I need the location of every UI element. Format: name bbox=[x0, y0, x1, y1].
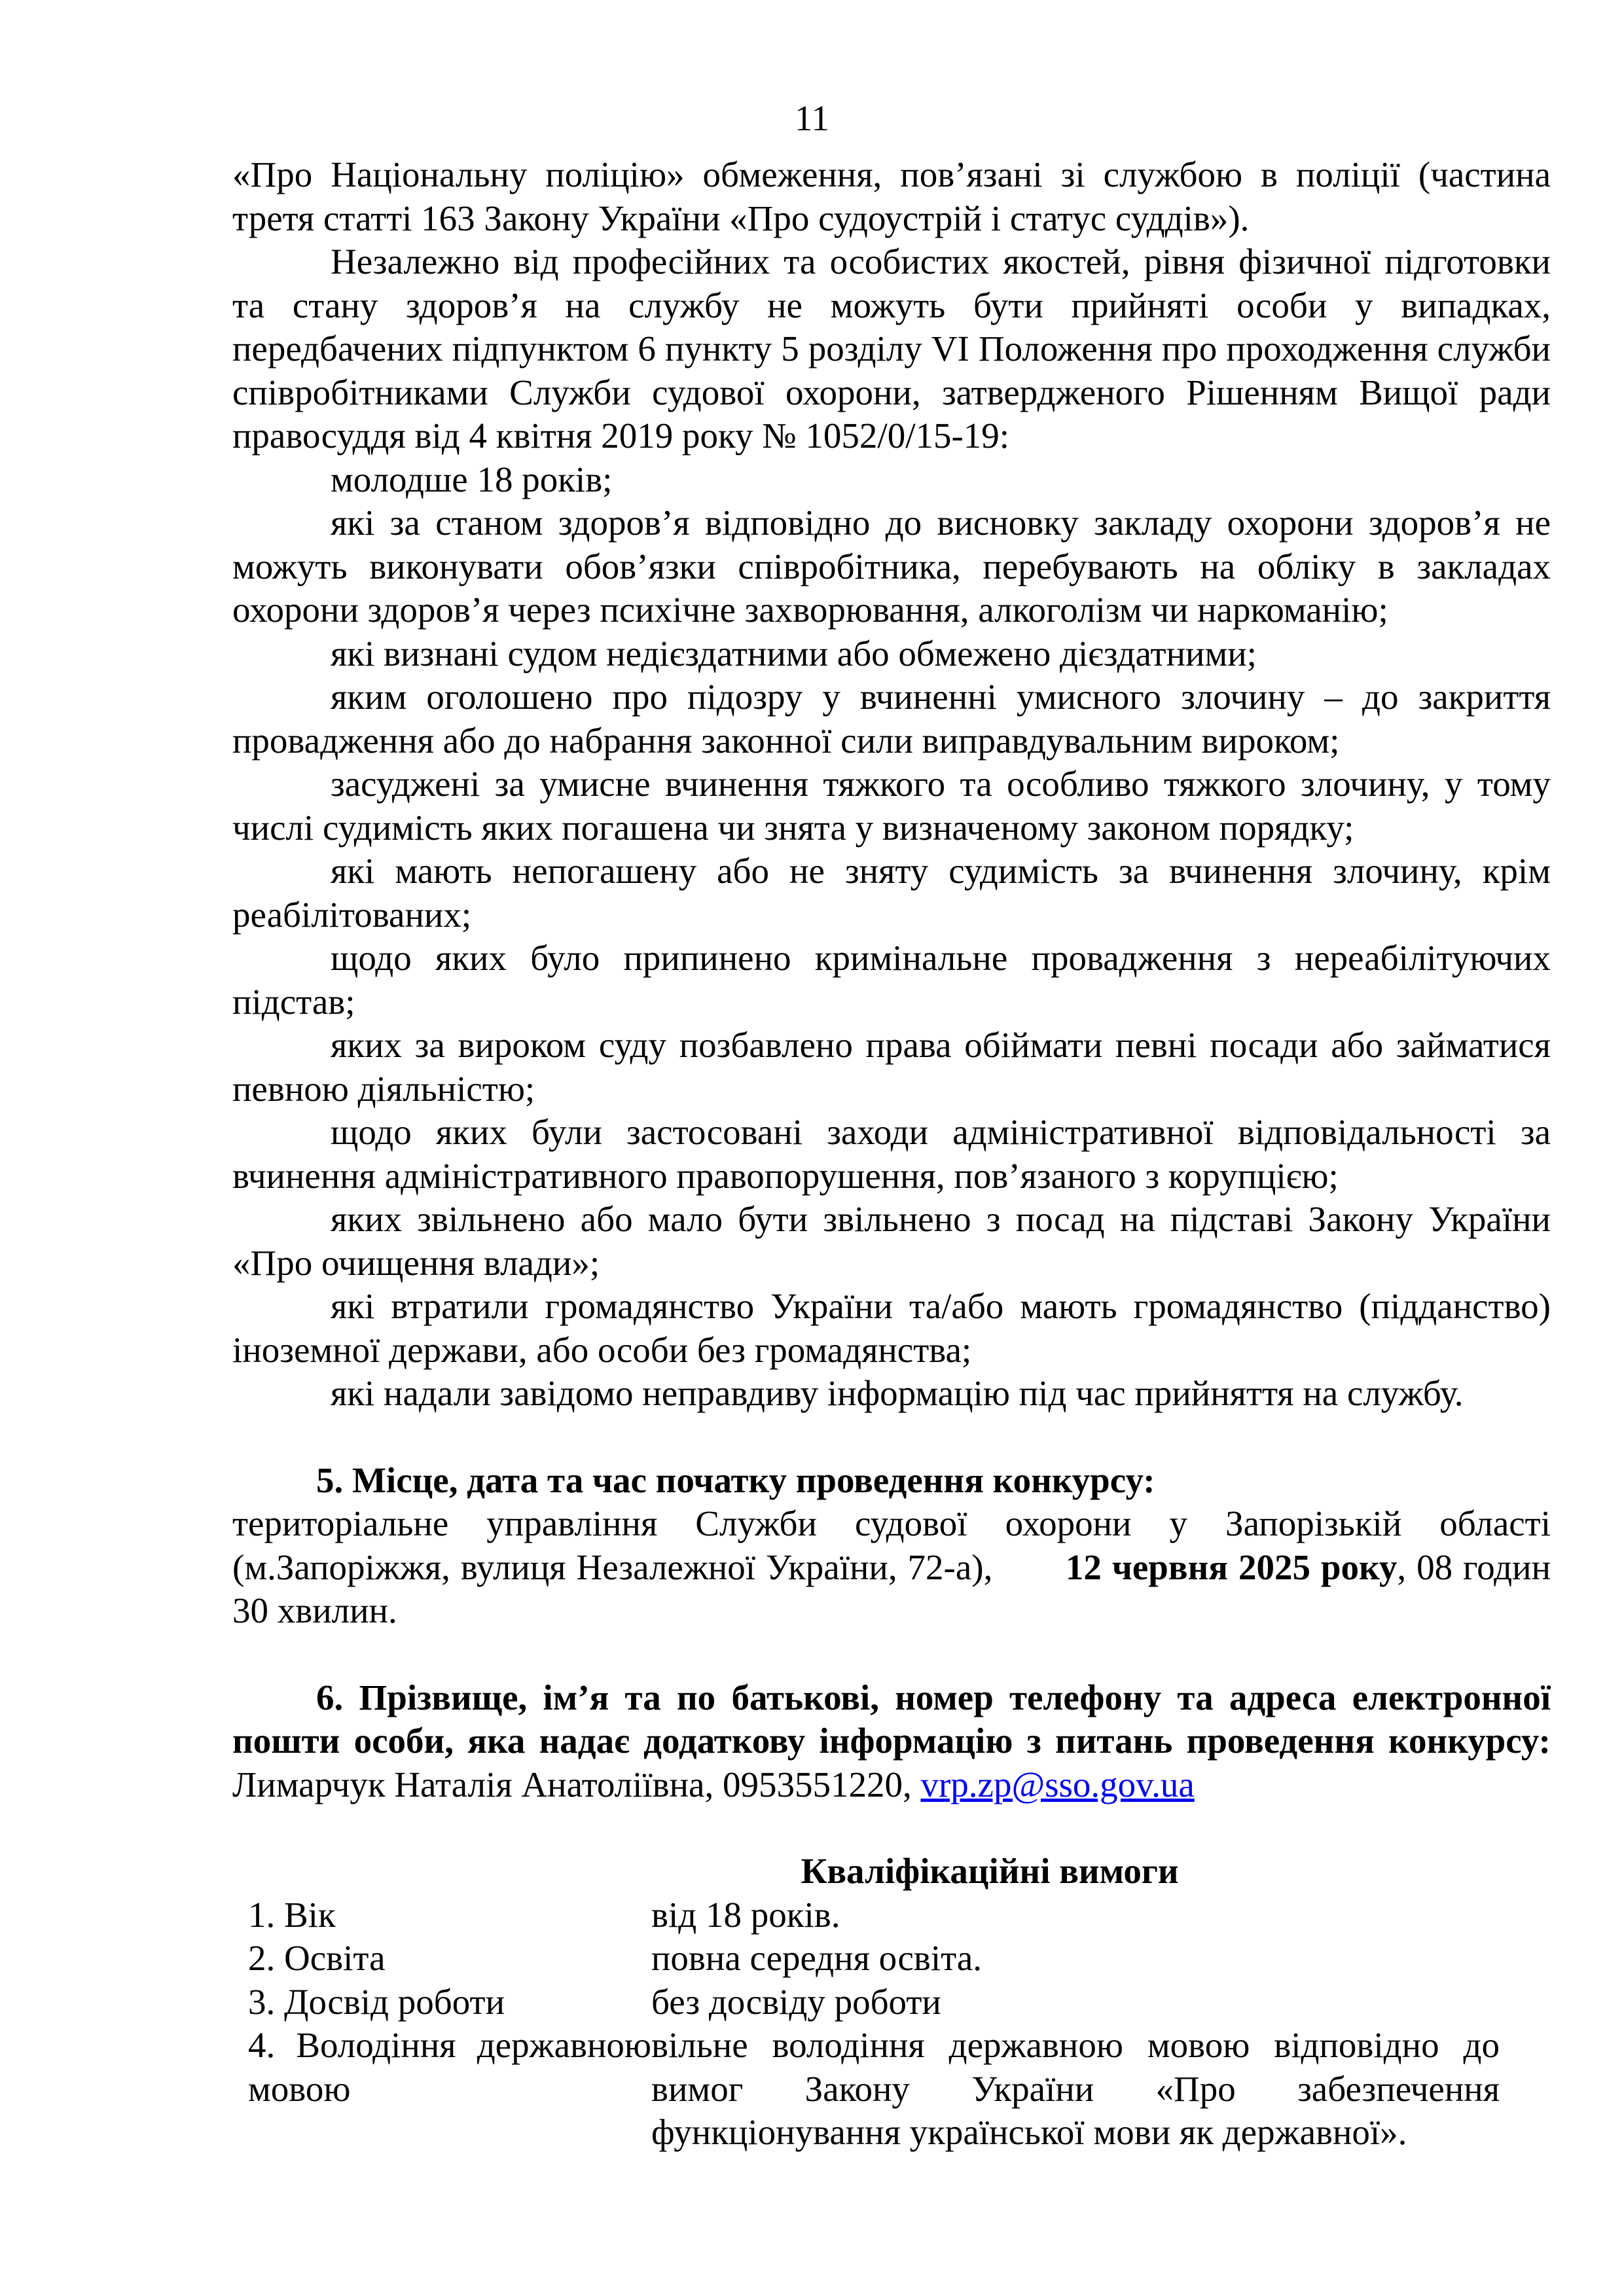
qualification-label: 2. Освіта bbox=[248, 1938, 386, 1978]
list-item: щодо яких було припинено кримінальне провадження з нереабілітуючих підстав; bbox=[232, 938, 1551, 1022]
section-5-date: 12 червня 2025 року bbox=[1065, 1547, 1398, 1587]
list-item: молодше 18 років; bbox=[331, 459, 613, 499]
list-item: яких звільнено або мало бути звільнено з посад на підставі Закону України «Про очищення влади»; bbox=[232, 1199, 1551, 1283]
qualification-value: без досвіду роботи bbox=[651, 1981, 941, 2022]
section-5-text: територіальне управління Служби судової охорони у Запорізькій області (м.Запоріжжя, вулиця Незалежної України, 72-а), 12 червня 2025 року, 08 годин 30 хвилин. bbox=[232, 1503, 1551, 1630]
section-6-contact: Лимарчук Наталія Анатоліївна, 0953551220, bbox=[232, 1764, 912, 1804]
qualification-label: 4. Володіння державною мовою bbox=[248, 2025, 651, 2109]
list-item: які визнані судом недієздатними або обмежено дієздатними; bbox=[331, 633, 1257, 673]
list-item: які надали завідомо неправдиву інформацію під час прийняття на службу. bbox=[331, 1373, 1464, 1413]
table-row bbox=[232, 1981, 1551, 2024]
qualification-label: 1. Вік bbox=[248, 1894, 336, 1935]
paragraph-restrictions-intro: Незалежно від професійних та особистих якостей, рівня фізичної підготовки та стану здоров’я на службу не можуть бути прийняті особи у випадках, передбачених підпунктом 6 пункту 5 розділу VI Положення про проходження служби співробітниками Служби судової охорони, затвердженого Рішенням Вищої ради правосуддя від 4 квітня 2019 року № 1052/0/15-19: bbox=[232, 242, 1551, 456]
list-item: які за станом здоров’я відповідно до висновку закладу охорони здоров’я не можуть виконувати обов’язки співробітника, перебувають на обліку в закладах охорони здоров’я через психічне захворювання, алкоголізм чи наркоманію; bbox=[232, 503, 1551, 630]
table-row bbox=[232, 1937, 1551, 1981]
contact-email-link[interactable]: vrp.zp@sso.gov.ua bbox=[920, 1764, 1195, 1804]
qualification-label: 3. Досвід роботи bbox=[248, 1981, 505, 2022]
qualifications-title: Кваліфікаційні вимоги bbox=[801, 1851, 1179, 1891]
table-row bbox=[232, 1893, 1551, 1937]
section-5-heading: 5. Місце, дата та час початку проведення конкурсу: bbox=[316, 1460, 1155, 1500]
section-5-time: 08 годин 30 хвилин. bbox=[232, 1547, 1551, 1630]
section-5-location: територіальне управління Служби судової охорони у Запорізькій області (м.Запоріжжя, вулиця Незалежної України, 72-а), bbox=[232, 1503, 1551, 1587]
table-row bbox=[232, 2024, 1551, 2155]
page-number: 11 bbox=[795, 98, 829, 138]
qualifications-table bbox=[232, 1893, 1551, 2155]
qualification-value: повна середня освіта. bbox=[651, 1938, 983, 1978]
qualification-value: від 18 років. bbox=[651, 1894, 840, 1935]
list-item: які мають непогашену або не зняту судимість за вчинення злочину, крім реабілітованих; bbox=[232, 851, 1551, 935]
section-6 bbox=[232, 1676, 1551, 1807]
section-6-heading: 6. Прізвище, ім’я та по батькові, номер телефону та адреса електронної пошти особи, яка надає додаткову інформацію з питань проведення конкурсу: bbox=[232, 1677, 1551, 1761]
list-item: які втратили громадянство України та/або мають громадянство (підданство) іноземної держави, або особи без громадянства; bbox=[232, 1286, 1551, 1370]
qualification-value: вільне володіння державною мовою відповідно до вимог Закону України «Про забезпечення функціонування української мови як державної». bbox=[651, 2025, 1500, 2152]
list-item: щодо яких були застосовані заходи адміністративної відповідальності за вчинення адміністративного правопорушення, пов’язаного з корупцією; bbox=[232, 1112, 1551, 1196]
list-item: яким оголошено про підозру у вчиненні умисного злочину – до закриття провадження або до набрання законної сили виправдувальним вироком; bbox=[232, 677, 1551, 761]
document-body bbox=[232, 153, 1551, 2155]
list-item: засуджені за умисне вчинення тяжкого та особливо тяжкого злочину, у тому числі судимість яких погашена чи знята у визначеному законом порядку; bbox=[232, 764, 1551, 848]
list-item: яких за вироком суду позбавлено права обіймати певні посади або займатися певною діяльністю; bbox=[232, 1025, 1551, 1109]
paragraph-continuation: «Про Національну поліцію» обмеження, пов’язані зі службою в поліції (частина третя статті 163 Закону України «Про судоустрій і статус суддів»). bbox=[232, 154, 1551, 238]
